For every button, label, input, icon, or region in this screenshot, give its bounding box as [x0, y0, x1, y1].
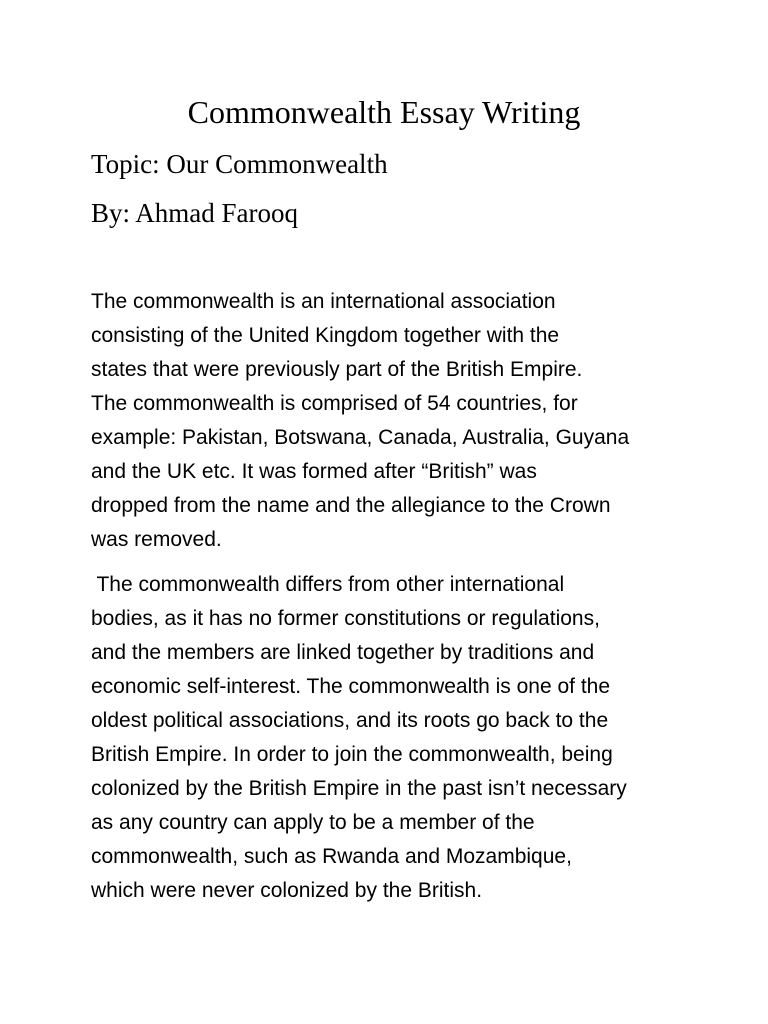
- paragraph-line: consisting of the United Kingdom together with the: [91, 324, 560, 347]
- paragraph-line: oldest political associations, and its roots go back to the: [91, 709, 609, 732]
- paragraph-2: [91, 568, 691, 908]
- paragraph-line: commonwealth, such as Rwanda and Mozambique,: [91, 845, 572, 868]
- paragraph-line: The commonwealth is an international association: [91, 290, 556, 313]
- document-topic: Topic: Our Commonwealth: [91, 149, 388, 179]
- document-title: Commonwealth Essay Writing: [187, 94, 581, 130]
- paragraph-line: was removed.: [91, 528, 222, 551]
- paragraph-line: The commonwealth is comprised of 54 countries, for: [91, 392, 578, 415]
- paragraph-line: and the members are linked together by traditions and: [91, 641, 595, 664]
- paragraph-line: example: Pakistan, Botswana, Canada, Australia, Guyana: [91, 426, 630, 449]
- paragraph-line: British Empire. In order to join the commonwealth, being: [91, 743, 613, 766]
- paragraph-1: [91, 285, 691, 557]
- paragraph-line: bodies, as it has no former constitutions or regulations,: [91, 607, 600, 630]
- paragraph-line: The commonwealth differs from other international: [91, 573, 565, 596]
- paragraph-line: states that were previously part of the British Empire.: [91, 358, 583, 381]
- paragraph-line: economic self-interest. The commonwealth is one of the: [91, 675, 611, 698]
- paragraph-line: which were never colonized by the British.: [91, 879, 483, 902]
- document-author: By: Ahmad Farooq: [91, 198, 298, 228]
- paragraph-line: dropped from the name and the allegiance to the Crown: [91, 494, 611, 517]
- paragraph-line: colonized by the British Empire in the past isn’t necessary: [91, 777, 627, 800]
- paragraph-line: and the UK etc. It was formed after “British” was: [91, 460, 537, 483]
- paragraph-line: as any country can apply to be a member of the: [91, 811, 535, 834]
